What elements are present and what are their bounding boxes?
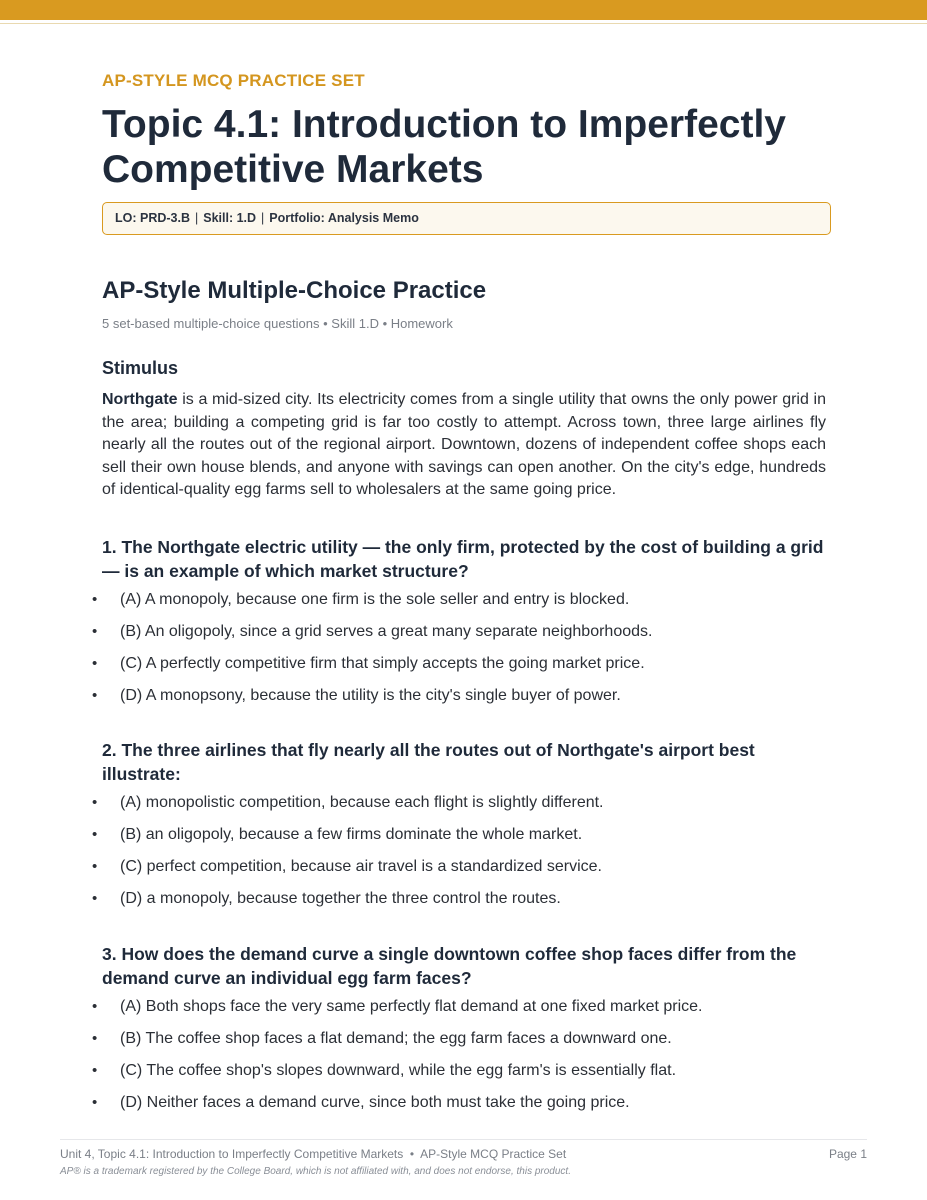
question-text: 2. The three airlines that fly nearly all the routes out of Northgate's airport best illustrate: <box>102 740 755 784</box>
footer-page-number: Page 1 <box>828 1147 867 1161</box>
stimulus-text <box>102 389 826 502</box>
lo-label: LO: PRD-3.B <box>115 211 190 225</box>
question-text: 1. The Northgate electric utility — the only firm, protected by the cost of building a grid — is an example of which market structure? <box>102 537 824 581</box>
page-kicker: AP-STYLE MCQ PRACTICE SET <box>102 71 365 90</box>
bullet-icon: • <box>92 998 98 1015</box>
stimulus-lead: Northgate <box>102 391 178 408</box>
answer-options <box>92 792 826 920</box>
footer-course-info: Unit 4, Topic 4.1: Introduction to Imperfectly Competitive Markets • AP-Style MCQ Practice Set <box>60 1147 567 1161</box>
bullet-icon: • <box>92 1030 98 1047</box>
footer-divider <box>60 1139 867 1140</box>
option-text: (D) A monopsony, because the utility is the city's single buyer of power. <box>120 687 621 704</box>
question-text: 3. How does the demand curve a single downtown coffee shop faces differ from the demand curve an individual egg farm faces? <box>102 944 797 988</box>
top-divider <box>0 23 927 24</box>
answer-option-c[interactable] <box>92 856 826 888</box>
meta-separator: | <box>195 211 199 225</box>
section-title: AP-Style Multiple-Choice Practice <box>102 277 487 304</box>
option-text: (D) a monopoly, because together the three control the routes. <box>120 890 561 907</box>
answer-option-a[interactable] <box>92 996 826 1028</box>
skill-label: Skill: 1.D <box>203 211 257 225</box>
answer-option-b[interactable] <box>92 1028 826 1060</box>
footer-disclaimer: AP® is a trademark registered by the College Board, which is not affiliated with, and does not endorse, this product. <box>60 1166 571 1177</box>
bullet-icon: • <box>92 1062 98 1079</box>
question-2 <box>92 738 826 920</box>
bullet-icon: • <box>92 655 98 672</box>
answer-option-d[interactable] <box>92 1092 826 1124</box>
answer-option-d[interactable] <box>92 888 826 920</box>
question-1 <box>92 535 826 717</box>
answer-option-b[interactable] <box>92 621 826 653</box>
answer-options <box>92 589 826 717</box>
answer-option-b[interactable] <box>92 824 826 856</box>
meta-separator: | <box>261 211 265 225</box>
answer-option-c[interactable] <box>92 653 826 685</box>
section-subtitle: 5 set-based multiple-choice questions • Skill 1.D • Homework <box>102 316 453 331</box>
bullet-icon: • <box>92 623 98 640</box>
portfolio-label: Portfolio: Analysis Memo <box>269 211 419 225</box>
stimulus-body: is a mid-sized city. Its electricity comes from a single utility that owns the only power grid in the area; building a competing grid is far too costly to attempt. Across town, three large airlines fly nearly all the routes out of the regional airport. Downtown, dozens of independent coffee shops each sell their own house blends, and anyone with savings can open another. On the city's edge, hundreds of identical-quality egg farms sell to wholesalers at the same going price. <box>102 391 826 499</box>
option-text: (C) The coffee shop's slopes downward, while the egg farm's is essentially flat. <box>120 1062 677 1079</box>
bullet-icon: • <box>92 826 98 843</box>
question-3 <box>92 942 826 1124</box>
top-accent-bar <box>0 0 927 20</box>
option-text: (D) Neither faces a demand curve, since both must take the going price. <box>120 1094 630 1111</box>
option-text: (C) perfect competition, because air travel is a standardized service. <box>120 858 602 875</box>
option-text: (B) The coffee shop faces a flat demand; the egg farm faces a downward one. <box>120 1030 672 1047</box>
answer-option-a[interactable] <box>92 792 826 824</box>
bullet-icon: • <box>92 591 98 608</box>
option-text: (A) Both shops face the very same perfectly flat demand at one fixed market price. <box>120 998 703 1015</box>
bullet-icon: • <box>92 1094 98 1111</box>
answer-option-d[interactable] <box>92 685 826 717</box>
option-text: (A) A monopoly, because one firm is the sole seller and entry is blocked. <box>120 591 630 608</box>
option-text: (B) An oligopoly, since a grid serves a great many separate neighborhoods. <box>120 623 653 640</box>
bullet-icon: • <box>92 687 98 704</box>
learning-objective-box <box>102 202 831 235</box>
page-title: Topic 4.1: Introduction to Imperfectly Competitive Markets <box>102 103 786 191</box>
bullet-icon: • <box>92 890 98 907</box>
stimulus-heading: Stimulus <box>102 358 179 378</box>
answer-options <box>92 996 826 1124</box>
bullet-icon: • <box>92 858 98 875</box>
option-text: (B) an oligopoly, because a few firms dominate the whole market. <box>120 826 583 843</box>
answer-option-c[interactable] <box>92 1060 826 1092</box>
bullet-icon: • <box>92 794 98 811</box>
answer-option-a[interactable] <box>92 589 826 621</box>
option-text: (C) A perfectly competitive firm that simply accepts the going market price. <box>120 655 645 672</box>
option-text: (A) monopolistic competition, because each flight is slightly different. <box>120 794 604 811</box>
